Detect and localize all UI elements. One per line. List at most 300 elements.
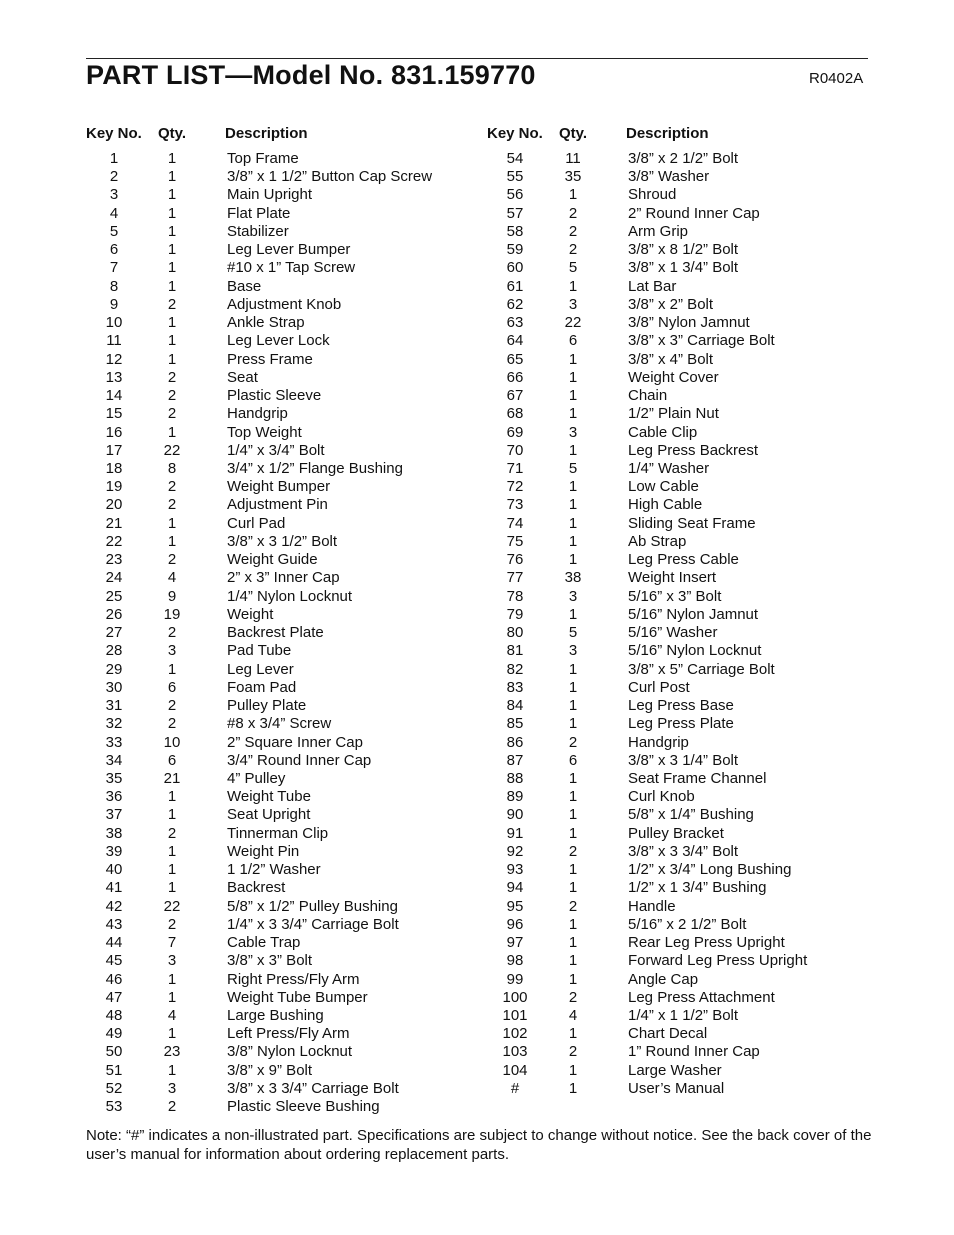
table-row xyxy=(487,369,887,387)
qty-cell: 1 xyxy=(167,1061,177,1079)
qty-cell: 3 xyxy=(568,295,578,313)
table-row xyxy=(487,916,887,934)
key-no-cell: 58 xyxy=(506,222,524,240)
qty-cell: 1 xyxy=(167,423,177,441)
key-no-cell: 66 xyxy=(506,368,524,386)
key-no-cell: 39 xyxy=(105,842,123,860)
description-cell: 4” Pulley xyxy=(227,769,286,787)
key-no-cell: 7 xyxy=(109,259,119,277)
qty-cell: 1 xyxy=(568,970,578,988)
key-no-cell: 99 xyxy=(506,970,524,988)
key-no-cell: 74 xyxy=(506,514,524,532)
table-row xyxy=(86,296,486,314)
qty-cell: 2 xyxy=(167,915,177,933)
table-row xyxy=(86,697,486,715)
table-row xyxy=(487,715,887,733)
description-cell: Leg Press Base xyxy=(628,697,734,715)
description-cell: Arm Grip xyxy=(628,222,688,240)
description-cell: Left Press/Fly Arm xyxy=(227,1025,350,1043)
qty-cell: 1 xyxy=(568,915,578,933)
qty-cell: 1 xyxy=(568,788,578,806)
table-row xyxy=(487,314,887,332)
qty-cell: 3 xyxy=(568,642,578,660)
parts-table-left xyxy=(86,125,486,1115)
table-row xyxy=(86,369,486,387)
description-cell: Curl Knob xyxy=(628,788,695,806)
qty-cell: 38 xyxy=(564,569,582,587)
qty-cell: 22 xyxy=(564,314,582,332)
table-row xyxy=(487,752,887,770)
qty-cell: 1 xyxy=(568,806,578,824)
key-no-cell: 91 xyxy=(506,824,524,842)
qty-cell: 2 xyxy=(167,368,177,386)
key-no-cell: # xyxy=(510,1079,520,1097)
qty-cell: 2 xyxy=(167,624,177,642)
key-no-cell: 47 xyxy=(105,988,123,1006)
parts-rows-right xyxy=(487,150,887,1098)
table-row xyxy=(487,788,887,806)
qty-cell: 1 xyxy=(167,241,177,259)
description-cell: 2” Round Inner Cap xyxy=(628,204,760,222)
key-no-cell: 17 xyxy=(105,441,123,459)
qty-cell: 6 xyxy=(568,751,578,769)
key-no-cell: 48 xyxy=(105,1007,123,1025)
key-no-cell: 28 xyxy=(105,642,123,660)
qty-cell: 9 xyxy=(167,587,177,605)
table-row xyxy=(86,332,486,350)
key-no-cell: 100 xyxy=(502,988,528,1006)
qty-cell: 1 xyxy=(167,861,177,879)
description-cell: High Cable xyxy=(628,496,703,514)
qty-cell: 1 xyxy=(167,788,177,806)
key-no-cell: 44 xyxy=(105,934,123,952)
description-cell: Press Frame xyxy=(227,350,313,368)
table-row xyxy=(487,734,887,752)
table-row xyxy=(487,496,887,514)
description-cell: 3/8” Nylon Jamnut xyxy=(628,314,750,332)
description-cell: Cable Clip xyxy=(628,423,698,441)
key-no-cell: 61 xyxy=(506,277,524,295)
description-cell: Low Cable xyxy=(628,478,699,496)
qty-cell: 1 xyxy=(167,332,177,350)
description-cell: 3/8” x 3 3/4” Carriage Bolt xyxy=(227,1079,399,1097)
table-row xyxy=(487,624,887,642)
description-cell: Pulley Bracket xyxy=(628,824,724,842)
table-row xyxy=(487,332,887,350)
description-cell: Weight Insert xyxy=(628,569,717,587)
qty-cell: 4 xyxy=(167,1007,177,1025)
qty-cell: 1 xyxy=(167,277,177,295)
qty-cell: 1 xyxy=(568,879,578,897)
description-cell: 3/8” x 2” Bolt xyxy=(628,295,714,313)
qty-cell: 1 xyxy=(568,1061,578,1079)
qty-cell: 2 xyxy=(568,842,578,860)
qty-cell: 3 xyxy=(568,587,578,605)
qty-cell: 2 xyxy=(568,1043,578,1061)
key-no-cell: 93 xyxy=(506,861,524,879)
qty-cell: 1 xyxy=(167,514,177,532)
table-row xyxy=(487,934,887,952)
description-cell: Pad Tube xyxy=(227,642,292,660)
qty-cell: 22 xyxy=(163,441,181,459)
table-row xyxy=(86,241,486,259)
table-row xyxy=(86,442,486,460)
table-row xyxy=(86,734,486,752)
key-no-cell: 103 xyxy=(502,1043,528,1061)
key-no-cell: 85 xyxy=(506,715,524,733)
table-row xyxy=(86,843,486,861)
document-code: R0402A xyxy=(809,70,864,87)
description-cell: 2” Square Inner Cap xyxy=(227,733,363,751)
table-row xyxy=(86,861,486,879)
table-row xyxy=(86,387,486,405)
description-cell: Chart Decal xyxy=(628,1025,708,1043)
table-row xyxy=(86,1062,486,1080)
table-row xyxy=(86,1007,486,1025)
description-cell: User’s Manual xyxy=(628,1079,725,1097)
qty-cell: 21 xyxy=(163,769,181,787)
qty-cell: 2 xyxy=(167,478,177,496)
qty-cell: 1 xyxy=(568,1079,578,1097)
key-no-cell: 67 xyxy=(506,387,524,405)
qty-cell: 2 xyxy=(167,405,177,423)
key-no-cell: 27 xyxy=(105,624,123,642)
qty-cell: 8 xyxy=(167,459,177,477)
qty-cell: 1 xyxy=(568,678,578,696)
description-cell: 1/4” x 3/4” Bolt xyxy=(227,441,325,459)
qty-cell: 1 xyxy=(167,222,177,240)
table-row xyxy=(487,861,887,879)
table-row xyxy=(86,770,486,788)
table-row xyxy=(86,460,486,478)
key-no-cell: 84 xyxy=(506,697,524,715)
header-qty: Qty. xyxy=(158,125,187,142)
key-no-cell: 14 xyxy=(105,387,123,405)
key-no-cell: 82 xyxy=(506,660,524,678)
table-row xyxy=(86,478,486,496)
table-row xyxy=(86,205,486,223)
description-cell: Handle xyxy=(628,897,676,915)
table-row xyxy=(86,1080,486,1098)
key-no-cell: 55 xyxy=(506,168,524,186)
qty-cell: 1 xyxy=(167,532,177,550)
table-row xyxy=(487,569,887,587)
key-no-cell: 45 xyxy=(105,952,123,970)
key-no-cell: 4 xyxy=(109,204,119,222)
table-row xyxy=(86,515,486,533)
table-row xyxy=(487,241,887,259)
description-cell: Plastic Sleeve xyxy=(227,387,322,405)
table-row xyxy=(487,515,887,533)
key-no-cell: 101 xyxy=(502,1007,528,1025)
table-row xyxy=(487,405,887,423)
description-cell: Leg Press Cable xyxy=(628,551,739,569)
description-cell: Adjustment Knob xyxy=(227,295,342,313)
description-cell: #10 x 1” Tap Screw xyxy=(227,259,356,277)
qty-cell: 1 xyxy=(568,551,578,569)
table-row xyxy=(487,205,887,223)
table-row xyxy=(487,168,887,186)
key-no-cell: 62 xyxy=(506,295,524,313)
qty-cell: 3 xyxy=(167,952,177,970)
description-cell: Chain xyxy=(628,387,668,405)
key-no-cell: 68 xyxy=(506,405,524,423)
table-row xyxy=(487,259,887,277)
qty-cell: 3 xyxy=(167,642,177,660)
page-title: PART LIST—Model No. 831.159770 xyxy=(86,60,536,90)
key-no-cell: 75 xyxy=(506,532,524,550)
key-no-cell: 13 xyxy=(105,368,123,386)
description-cell: Plastic Sleeve Bushing xyxy=(227,1098,380,1116)
description-cell: Top Frame xyxy=(227,150,299,167)
table-row xyxy=(487,1080,887,1098)
description-cell: 3/4” Round Inner Cap xyxy=(227,751,372,769)
key-no-cell: 35 xyxy=(105,769,123,787)
key-no-cell: 46 xyxy=(105,970,123,988)
description-cell: Ab Strap xyxy=(628,532,687,550)
key-no-cell: 81 xyxy=(506,642,524,660)
key-no-cell: 22 xyxy=(105,532,123,550)
key-no-cell: 11 xyxy=(106,332,122,350)
header-key-no: Key No. xyxy=(86,125,142,142)
description-cell: 3/8” x 3 3/4” Bolt xyxy=(628,842,739,860)
key-no-cell: 49 xyxy=(105,1025,123,1043)
description-cell: 3/8” Nylon Locknut xyxy=(227,1043,353,1061)
key-no-cell: 59 xyxy=(506,241,524,259)
key-no-cell: 64 xyxy=(506,332,524,350)
description-cell: 5/16” Nylon Locknut xyxy=(628,642,762,660)
description-cell: #8 x 3/4” Screw xyxy=(227,715,332,733)
description-cell: Main Upright xyxy=(227,186,313,204)
description-cell: 1/2” x 1 3/4” Bushing xyxy=(628,879,767,897)
qty-cell: 3 xyxy=(167,1079,177,1097)
table-row xyxy=(487,551,887,569)
description-cell: 1/4” Washer xyxy=(628,459,710,477)
description-cell: 5/16” Nylon Jamnut xyxy=(628,605,759,623)
qty-cell: 1 xyxy=(167,314,177,332)
table-row xyxy=(487,1062,887,1080)
description-cell: Adjustment Pin xyxy=(227,496,328,514)
description-cell: Leg Lever Lock xyxy=(227,332,330,350)
description-cell: Foam Pad xyxy=(227,678,297,696)
qty-cell: 2 xyxy=(568,222,578,240)
qty-cell: 1 xyxy=(167,204,177,222)
qty-cell: 1 xyxy=(568,350,578,368)
description-cell: Leg Lever Bumper xyxy=(227,241,351,259)
description-cell: 2” x 3” Inner Cap xyxy=(227,569,340,587)
description-cell: Cable Trap xyxy=(227,934,301,952)
qty-cell: 1 xyxy=(167,806,177,824)
table-row xyxy=(487,806,887,824)
qty-cell: 1 xyxy=(568,769,578,787)
key-no-cell: 83 xyxy=(506,678,524,696)
qty-cell: 1 xyxy=(167,259,177,277)
qty-cell: 22 xyxy=(163,897,181,915)
table-row xyxy=(86,186,486,204)
key-no-cell: 77 xyxy=(506,569,524,587)
description-cell: Pulley Plate xyxy=(227,697,307,715)
qty-cell: 3 xyxy=(568,423,578,441)
key-no-cell: 19 xyxy=(105,478,123,496)
table-row xyxy=(86,916,486,934)
table-row xyxy=(86,971,486,989)
qty-cell: 1 xyxy=(167,879,177,897)
table-row xyxy=(487,825,887,843)
description-cell: 1/4” Nylon Locknut xyxy=(227,587,353,605)
table-row xyxy=(86,1098,486,1116)
key-no-cell: 94 xyxy=(506,879,524,897)
key-no-cell: 26 xyxy=(105,605,123,623)
table-row xyxy=(86,934,486,952)
qty-cell: 1 xyxy=(167,988,177,1006)
table-row xyxy=(86,624,486,642)
key-no-cell: 86 xyxy=(506,733,524,751)
table-row xyxy=(487,770,887,788)
key-no-cell: 72 xyxy=(506,478,524,496)
key-no-cell: 12 xyxy=(105,350,123,368)
key-no-cell: 57 xyxy=(506,204,524,222)
table-row xyxy=(86,223,486,241)
qty-cell: 11 xyxy=(565,150,581,167)
key-no-cell: 31 xyxy=(105,697,123,715)
key-no-cell: 25 xyxy=(105,587,123,605)
table-row xyxy=(487,1025,887,1043)
key-no-cell: 15 xyxy=(105,405,123,423)
qty-cell: 1 xyxy=(568,478,578,496)
table-row xyxy=(86,569,486,587)
description-cell: 3/8” x 3” Carriage Bolt xyxy=(628,332,775,350)
key-no-cell: 70 xyxy=(506,441,524,459)
table-row xyxy=(487,150,887,168)
key-no-cell: 40 xyxy=(105,861,123,879)
table-row xyxy=(487,186,887,204)
key-no-cell: 20 xyxy=(105,496,123,514)
table-row xyxy=(487,661,887,679)
description-cell: Weight Tube Bumper xyxy=(227,988,368,1006)
description-cell: Leg Lever xyxy=(227,660,294,678)
description-cell: Seat Frame Channel xyxy=(628,769,767,787)
description-cell: Forward Leg Press Upright xyxy=(628,952,808,970)
key-no-cell: 97 xyxy=(506,934,524,952)
key-no-cell: 53 xyxy=(105,1098,123,1116)
description-cell: Leg Press Backrest xyxy=(628,441,759,459)
qty-cell: 1 xyxy=(568,387,578,405)
qty-cell: 10 xyxy=(163,733,181,751)
key-no-cell: 63 xyxy=(506,314,524,332)
qty-cell: 23 xyxy=(163,1043,181,1061)
description-cell: Weight Tube xyxy=(227,788,311,806)
qty-cell: 6 xyxy=(568,332,578,350)
header-key-no: Key No. xyxy=(487,125,543,142)
description-cell: Weight Bumper xyxy=(227,478,331,496)
key-no-cell: 38 xyxy=(105,824,123,842)
qty-cell: 5 xyxy=(568,624,578,642)
description-cell: 3/8” Washer xyxy=(628,168,710,186)
description-cell: 1/2” Plain Nut xyxy=(628,405,719,423)
table-row xyxy=(487,898,887,916)
table-row xyxy=(487,223,887,241)
description-cell: Leg Press Attachment xyxy=(628,988,775,1006)
description-cell: 1” Round Inner Cap xyxy=(628,1043,760,1061)
key-no-cell: 42 xyxy=(105,897,123,915)
key-no-cell: 50 xyxy=(105,1043,123,1061)
description-cell: Top Weight xyxy=(227,423,302,441)
description-cell: Seat xyxy=(227,368,258,386)
description-cell: Backrest Plate xyxy=(227,624,324,642)
qty-cell: 5 xyxy=(568,259,578,277)
key-no-cell: 34 xyxy=(105,751,123,769)
table-row xyxy=(487,351,887,369)
table-row xyxy=(86,679,486,697)
description-cell: 3/8” x 3 1/2” Bolt xyxy=(227,532,338,550)
table-row xyxy=(86,533,486,551)
key-no-cell: 1 xyxy=(109,150,119,167)
qty-cell: 1 xyxy=(568,496,578,514)
description-cell: Curl Pad xyxy=(227,514,286,532)
table-row xyxy=(487,989,887,1007)
key-no-cell: 5 xyxy=(109,222,119,240)
table-row xyxy=(487,1007,887,1025)
qty-cell: 1 xyxy=(568,605,578,623)
table-row xyxy=(86,168,486,186)
table-row xyxy=(487,442,887,460)
qty-cell: 2 xyxy=(167,295,177,313)
description-cell: Lat Bar xyxy=(628,277,677,295)
description-cell: Curl Post xyxy=(628,678,690,696)
key-no-cell: 24 xyxy=(105,569,123,587)
header-description: Description xyxy=(225,125,308,142)
qty-cell: 2 xyxy=(568,988,578,1006)
key-no-cell: 71 xyxy=(506,459,524,477)
description-cell: 3/8” x 8 1/2” Bolt xyxy=(628,241,739,259)
header-description: Description xyxy=(626,125,709,142)
top-rule xyxy=(86,58,868,59)
qty-cell: 1 xyxy=(568,952,578,970)
table-header xyxy=(86,125,486,149)
description-cell: 3/4” x 1/2” Flange Bushing xyxy=(227,459,403,477)
table-header xyxy=(487,125,887,149)
description-cell: Handgrip xyxy=(628,733,689,751)
table-row xyxy=(487,424,887,442)
key-no-cell: 8 xyxy=(109,277,119,295)
table-row xyxy=(86,788,486,806)
key-no-cell: 89 xyxy=(506,788,524,806)
key-no-cell: 90 xyxy=(506,806,524,824)
table-row xyxy=(487,879,887,897)
key-no-cell: 87 xyxy=(506,751,524,769)
table-row xyxy=(487,460,887,478)
table-row xyxy=(86,606,486,624)
qty-cell: 2 xyxy=(167,1098,177,1116)
qty-cell: 1 xyxy=(568,934,578,952)
description-cell: 1/4” x 1 1/2” Bolt xyxy=(628,1007,739,1025)
description-cell: 3/8” x 1 3/4” Bolt xyxy=(628,259,739,277)
key-no-cell: 88 xyxy=(506,769,524,787)
qty-cell: 1 xyxy=(568,532,578,550)
table-row xyxy=(487,478,887,496)
key-no-cell: 56 xyxy=(506,186,524,204)
qty-cell: 1 xyxy=(568,697,578,715)
parts-rows-left xyxy=(86,150,486,1116)
qty-cell: 1 xyxy=(568,824,578,842)
description-cell: Shroud xyxy=(628,186,677,204)
qty-cell: 2 xyxy=(167,824,177,842)
table-row xyxy=(487,642,887,660)
qty-cell: 1 xyxy=(568,186,578,204)
description-cell: Handgrip xyxy=(227,405,288,423)
key-no-cell: 98 xyxy=(506,952,524,970)
description-cell: 1 1/2” Washer xyxy=(227,861,321,879)
